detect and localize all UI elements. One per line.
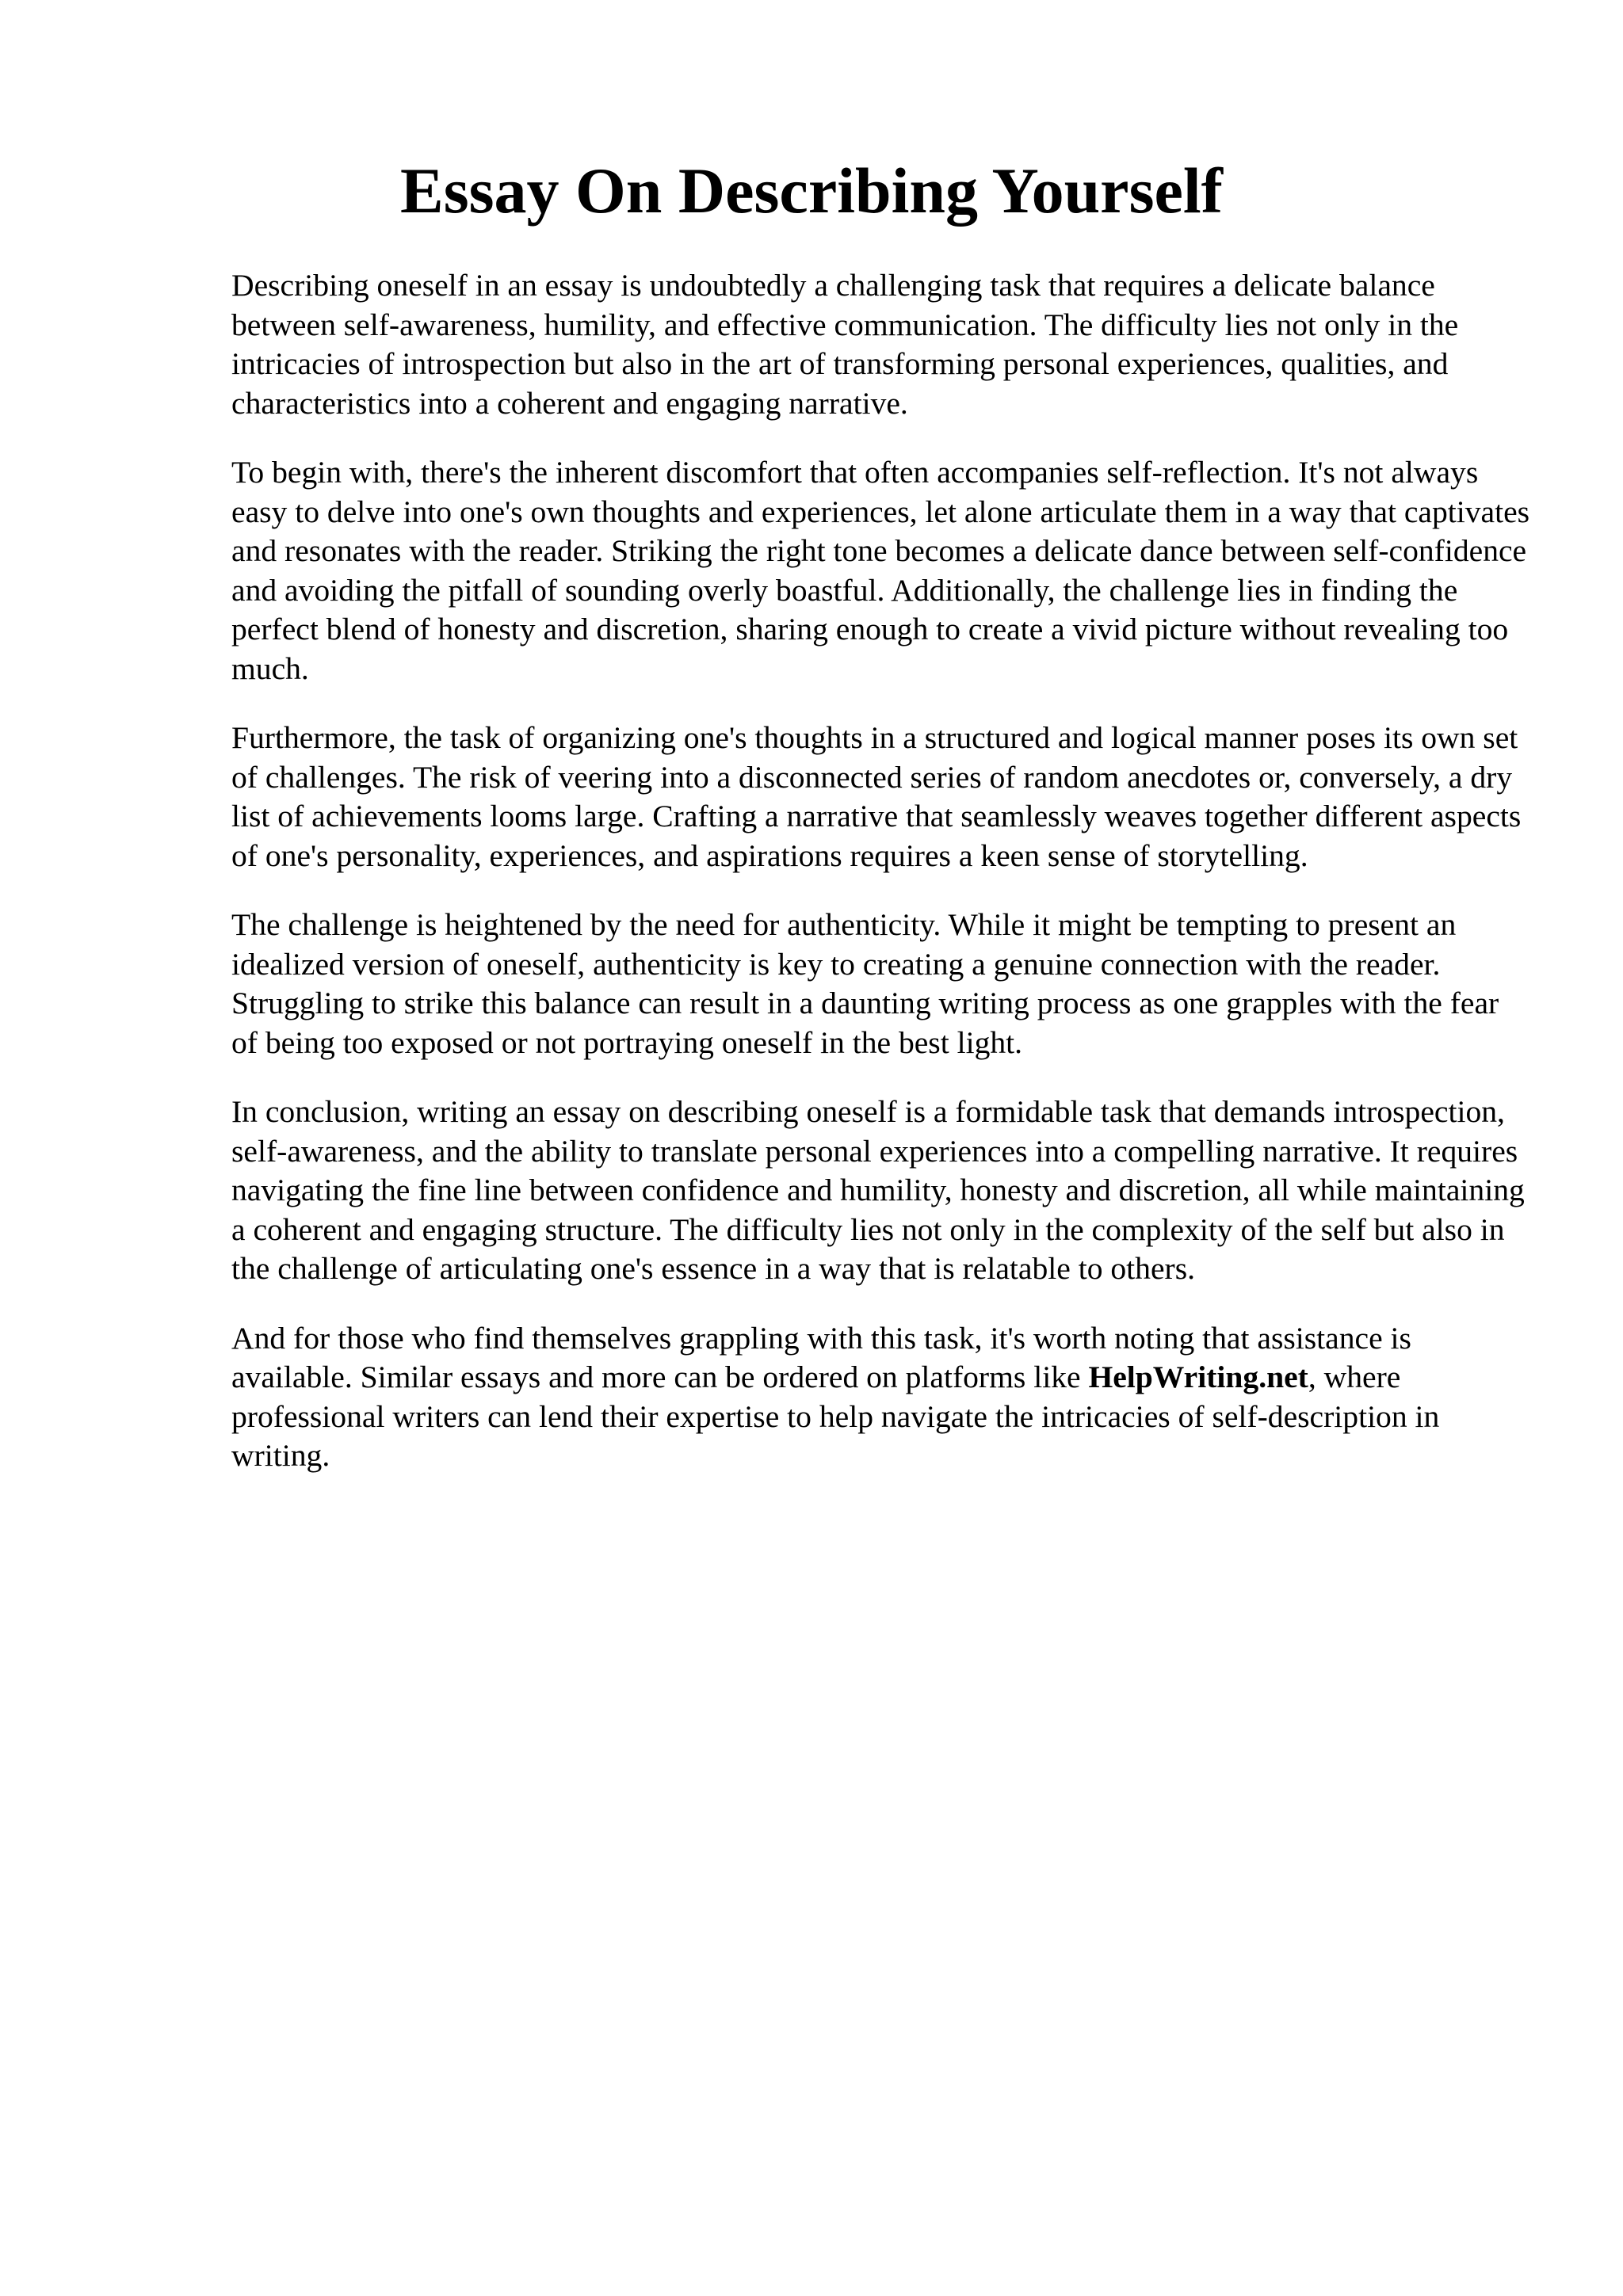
assistance-text-after: , where professional writers can lend their expertise to help navigate the intricacies of self-description in writing. — [231, 1360, 1440, 1473]
paragraph-intro: Describing oneself in an essay is undoubtedly a challenging task that requires a delicate balance between self-awareness, humility, and effective communication. The difficulty lies not only in the intricacies of introspection but also in the art of transforming personal experiences, qualities, and characteristics into a coherent and engaging narrative. — [231, 268, 1459, 421]
paragraph-authenticity: The challenge is heightened by the need for authenticity. While it might be tempting to present an idealized version of oneself, authenticity is key to creating a genuine connection with the reader. Struggling to strike this balance can result in a daunting writing process as one grapples with the fear of being too exposed or not portraying oneself in the best light. — [231, 907, 1499, 1060]
helpwriting-link[interactable]: HelpWriting.net — [1088, 1360, 1308, 1394]
paragraph-organization: Furthermore, the task of organizing one's thoughts in a structured and logical manner poses its own set of challenges. The risk of veering into a disconnected series of random anecdotes or, conversely, a dry list of achievements looms large. Crafting a narrative that seamlessly weaves together different aspects of one's personality, experiences, and aspirations requires a keen sense of storytelling. — [231, 720, 1522, 873]
document-title: Essay On Describing Yourself — [400, 154, 1223, 227]
paragraph-assistance — [231, 1319, 1531, 1476]
paragraph-self-reflection: To begin with, there's the inherent discomfort that often accompanies self-reflection. It's not always easy to delve into one's own thoughts and experiences, let alone articulate them in a way that captivates and resonates with the reader. Striking the right tone becomes a delicate dance between self-confidence and avoiding the pitfall of sounding overly boastful. Additionally, the challenge lies in finding the perfect blend of honesty and discretion, sharing enough to create a vivid picture without revealing too much. — [231, 455, 1530, 686]
essay-body — [231, 266, 1531, 1506]
assistance-text-before: And for those who find themselves grappling with this task, it's worth noting that assistance is available. Similar essays and more can be ordered on platforms like — [231, 1320, 1411, 1394]
paragraph-conclusion: In conclusion, writing an essay on describing oneself is a formidable task that demands introspection, self-awareness, and the ability to translate personal experiences into a compelling narrative. It requires navigating the fine line between confidence and humility, honesty and discretion, all while maintaining a coherent and engaging structure. The difficulty lies not only in the complexity of the self but also in the challenge of articulating one's essence in a way that is relatable to others. — [231, 1094, 1525, 1286]
